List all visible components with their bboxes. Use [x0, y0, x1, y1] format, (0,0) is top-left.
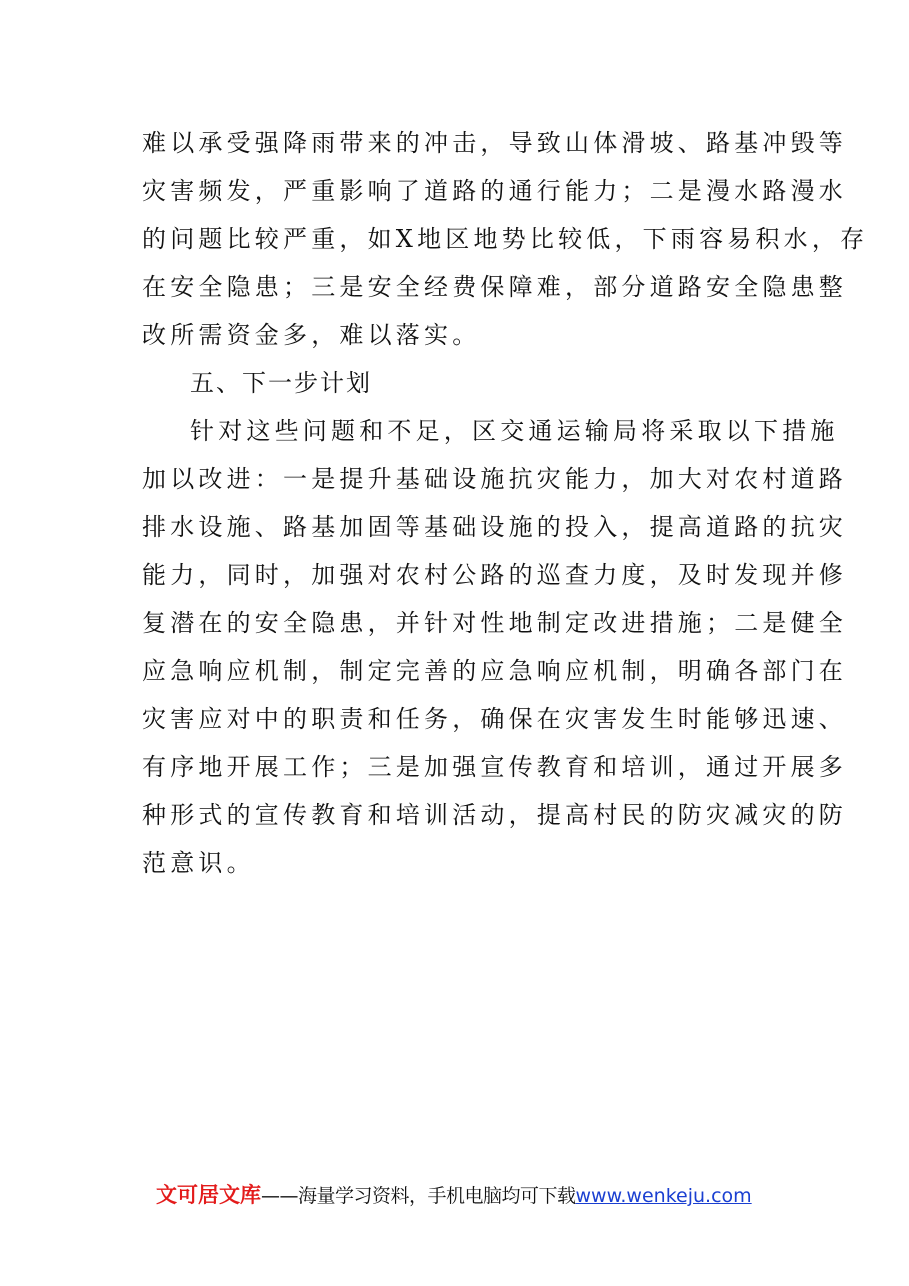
paragraph-2-line-1: 针对这些问题和不足，区交通运输局将采取以下措施 — [190, 417, 839, 445]
paragraph-1-line-3: 的问题比较严重，如X地区地势比较低，下雨容易积水，存 — [142, 225, 869, 253]
footer-tagline: ——海量学习资料，手机电脑均可下载 — [261, 1185, 576, 1207]
section-heading: 五、下一步计划 — [190, 369, 372, 397]
paragraph-2-line-5: 复潜在的安全隐患，并针对性地制定改进措施；二是健全 — [142, 609, 847, 637]
paragraph-2-line-9: 种形式的宣传教育和培训活动，提高村民的防灾减灾的防 — [142, 801, 847, 829]
paragraph-2-line-3: 排水设施、路基加固等基础设施的投入，提高道路的抗灾 — [142, 513, 847, 541]
footer-link[interactable]: www.wenkeju.com — [575, 1185, 752, 1207]
paragraph-2-line-6: 应急响应机制，制定完善的应急响应机制，明确各部门在 — [142, 657, 847, 685]
footer-brand: 文可居文库 — [156, 1183, 261, 1207]
paragraph-2-line-8: 有序地开展工作；三是加强宣传教育和培训，通过开展多 — [142, 753, 847, 781]
paragraph-1-line-5: 改所需资金多，难以落实。 — [142, 321, 481, 349]
paragraph-2-line-7: 灾害应对中的职责和任务，确保在灾害发生时能够迅速、 — [142, 705, 847, 733]
paragraph-1-line-2: 灾害频发，严重影响了道路的通行能力；二是漫水路漫水 — [142, 177, 847, 205]
paragraph-2-line-4: 能力，同时，加强对农村公路的巡查力度，及时发现并修 — [142, 561, 847, 589]
paragraph-2-line-10: 范意识。 — [142, 849, 255, 877]
paragraph-1-line-1: 难以承受强降雨带来的冲击，导致山体滑坡、路基冲毁等 — [142, 129, 847, 157]
paragraph-1-line-4: 在安全隐患；三是安全经费保障难，部分道路安全隐患整 — [142, 273, 847, 301]
paragraph-2-line-2: 加以改进：一是提升基础设施抗灾能力，加大对农村道路 — [142, 465, 847, 493]
footer — [156, 1182, 752, 1209]
